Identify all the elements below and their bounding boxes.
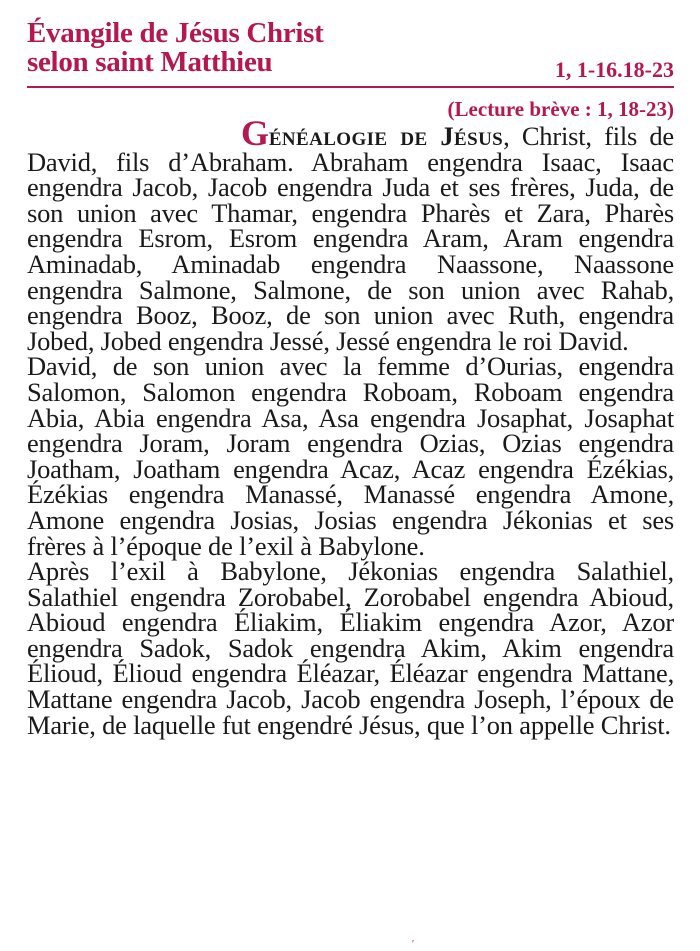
gospel-page: [22, 14, 678, 738]
gospel-header: [22, 14, 678, 88]
scripture-reference: 1, 1-16.18-23: [554, 57, 674, 82]
short-reading-reference: (Lecture brève : 1, 18-23): [447, 97, 674, 121]
paragraph-genealogy-abraham-david: [27, 113, 674, 356]
gospel-title-line-1: Évangile de Jésus Christ: [27, 17, 324, 49]
gospel-body: [22, 113, 678, 740]
paragraph-genealogy-exile-jesus: Après l’exil à Babylone, Jékonias engendra Salathiel, Salathiel engendra Zorobabel, Zorobabel engendra Abioud, Abioud engendra Éliakim, Éliakim engendra Azor, Azor engendra Sadok, Sadok engendra Akim, Akim engendra Élioud, Élioud engendra Éléazar, Éléazar engendra Mattane, Mattane engendra Jacob, Jacob engendra Joseph, l’époux de Marie, de laquelle fut engendré Jésus, que l’on appelle Christ.: [27, 556, 674, 740]
paragraph-genealogy-david-exile: David, de son union avec la femme d’Ourias, engendra Salomon, Salomon engendra Roboam, Roboam engendra Abia, Abia engendra Asa, Asa engendra Josaphat, Josaphat engendra Joram, Joram engendra Ozias, Ozias engendra Joatham, Joatham engendra Acaz, Acaz engendra Ézékias, Ézékias engendra Manassé, Manassé engendra Amone, Amone engendra Josias, Josias engendra Jékonias et ses frères à l’époque de l’exil à Babylone.: [27, 351, 674, 561]
bottom-ornament: ʹ: [412, 939, 415, 950]
gospel-title-line-2: selon saint Matthieu: [27, 46, 273, 78]
paragraph-1-text: , Christ, fils de David, fils d’Abraham. Abraham engendra Isaac, Isaac engendra Jacob, Jacob engendra Juda et ses frères, Juda, de son union avec Thamar, engendra Pharès et Zara, Pharès engendra Esrom, Esrom engendra Aram, Aram engendra Aminadab, Aminadab engendra Naassone, Naassone engendra Salmone, Salmone, de son union avec Rahab, engendra Booz, Booz, de son union avec Ruth, engendra Jobed, Jobed engendra Jessé, Jessé engendra le roi David.: [27, 121, 674, 356]
genealogy-heading: énéalogie de Jésus: [268, 121, 504, 151]
header-divider: [27, 86, 674, 88]
drop-cap: G: [241, 113, 269, 153]
